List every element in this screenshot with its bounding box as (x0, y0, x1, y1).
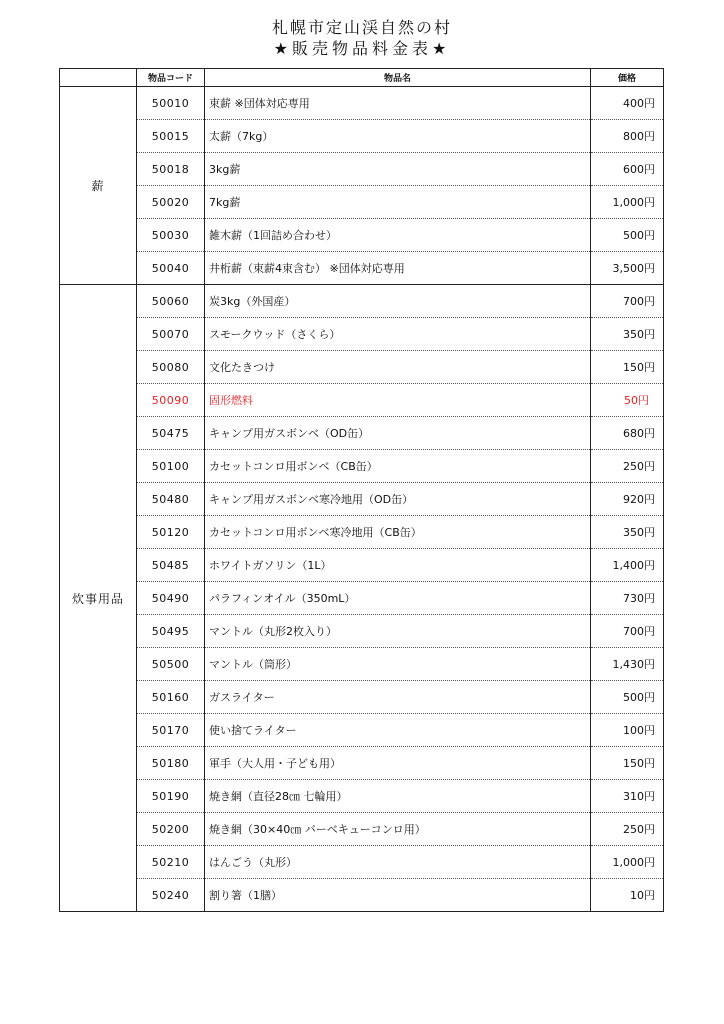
item-name-cell: 井桁薪（束薪4束含む） ※団体対応専用 (205, 252, 591, 285)
item-name-cell: 焼き網（30×40㎝ バーベキューコンロ用） (205, 813, 591, 846)
item-name-cell: はんごう（丸形） (205, 846, 591, 879)
table-row (60, 318, 664, 351)
category-cell: 薪 (60, 87, 137, 285)
table-row (60, 120, 664, 153)
table-row (60, 285, 664, 318)
category-cell: 炊事用品 (60, 285, 137, 912)
item-name-cell: 焼き網（直径28㎝ 七輪用） (205, 780, 591, 813)
item-code-cell: 50490 (137, 582, 205, 615)
item-price-cell: 680円 (591, 417, 664, 450)
page-title: ★販売物品料金表★ (273, 39, 451, 58)
item-name-cell: 軍手（大人用・子ども用） (205, 747, 591, 780)
item-price-cell: 1,000円 (591, 186, 664, 219)
item-price-cell: 400円 (591, 87, 664, 120)
item-price-cell: 150円 (591, 351, 664, 384)
item-price-cell: 310円 (591, 780, 664, 813)
item-price-cell: 3,500円 (591, 252, 664, 285)
item-name-cell: 使い捨てライター (205, 714, 591, 747)
item-code-cell: 50485 (137, 549, 205, 582)
item-code-cell: 50180 (137, 747, 205, 780)
item-name-cell: 割り箸（1膳） (205, 879, 591, 912)
item-name-cell: ガスライター (205, 681, 591, 714)
item-name-cell: 太薪（7kg） (205, 120, 591, 153)
code-column-header: 物品コード (137, 69, 205, 87)
table-row (60, 681, 664, 714)
item-price-cell: 800円 (591, 120, 664, 153)
item-code-cell: 50480 (137, 483, 205, 516)
table-row (60, 648, 664, 681)
item-name-cell: パラフィンオイル（350mL） (205, 582, 591, 615)
item-price-cell: 350円 (591, 318, 664, 351)
item-code-cell: 50030 (137, 219, 205, 252)
item-price-cell: 600円 (591, 153, 664, 186)
item-name-cell: スモークウッド（さくら） (205, 318, 591, 351)
item-code-cell: 50018 (137, 153, 205, 186)
item-name-cell: 固形燃料 (205, 384, 591, 417)
item-name-cell: 3kg薪 (205, 153, 591, 186)
item-price-cell: 500円 (591, 681, 664, 714)
item-code-cell: 50090 (137, 384, 205, 417)
table-row (60, 87, 664, 120)
item-code-cell: 50160 (137, 681, 205, 714)
item-price-cell: 920円 (591, 483, 664, 516)
item-price-cell: 100円 (591, 714, 664, 747)
item-name-cell: カセットコンロ用ボンベ（CB缶） (205, 450, 591, 483)
item-price-cell: 730円 (591, 582, 664, 615)
table-row (60, 417, 664, 450)
item-code-cell: 50010 (137, 87, 205, 120)
table-row (60, 846, 664, 879)
table-row (60, 747, 664, 780)
item-code-cell: 50200 (137, 813, 205, 846)
item-price-cell: 10円 (591, 879, 664, 912)
item-name-cell: 雑木薪（1回詰め合わせ） (205, 219, 591, 252)
item-price-cell: 1,430円 (591, 648, 664, 681)
price-column-header: 価格 (591, 69, 664, 87)
category-column-header (60, 69, 137, 87)
table-row (60, 780, 664, 813)
item-code-cell: 50210 (137, 846, 205, 879)
item-name-cell: マントル（筒形） (205, 648, 591, 681)
item-code-cell: 50240 (137, 879, 205, 912)
item-code-cell: 50495 (137, 615, 205, 648)
table-row (60, 153, 664, 186)
item-code-cell: 50120 (137, 516, 205, 549)
table-row (60, 483, 664, 516)
table-row (60, 516, 664, 549)
item-code-cell: 50080 (137, 351, 205, 384)
item-price-cell: 700円 (591, 285, 664, 318)
item-code-cell: 50475 (137, 417, 205, 450)
table-row (60, 186, 664, 219)
table-row (60, 813, 664, 846)
item-name-cell: キャンプ用ガスボンベ（OD缶） (205, 417, 591, 450)
item-code-cell: 50100 (137, 450, 205, 483)
table-row (60, 615, 664, 648)
item-code-cell: 50070 (137, 318, 205, 351)
table-row (60, 219, 664, 252)
table-row (60, 252, 664, 285)
item-code-cell: 50020 (137, 186, 205, 219)
table-row (60, 384, 664, 417)
document-header (0, 18, 724, 60)
item-price-cell: 50円 (591, 384, 664, 417)
item-price-cell: 1,000円 (591, 846, 664, 879)
item-price-cell: 350円 (591, 516, 664, 549)
table-header-row (60, 69, 664, 87)
item-code-cell: 50015 (137, 120, 205, 153)
item-name-cell: マントル（丸形2枚入り） (205, 615, 591, 648)
table-row (60, 450, 664, 483)
price-table-body (60, 87, 664, 912)
table-row (60, 582, 664, 615)
item-code-cell: 50500 (137, 648, 205, 681)
item-name-cell: キャンプ用ガスボンベ寒冷地用（OD缶） (205, 483, 591, 516)
item-name-cell: 炭3kg（外国産） (205, 285, 591, 318)
item-name-cell: 文化たきつけ (205, 351, 591, 384)
item-code-cell: 50170 (137, 714, 205, 747)
item-price-cell: 500円 (591, 219, 664, 252)
item-price-cell: 250円 (591, 450, 664, 483)
table-row (60, 351, 664, 384)
item-price-cell: 1,400円 (591, 549, 664, 582)
facility-name: 札幌市定山渓自然の村 (271, 18, 452, 37)
item-name-cell: 束薪 ※団体対応専用 (205, 87, 591, 120)
name-column-header: 物品名 (205, 69, 591, 87)
item-code-cell: 50060 (137, 285, 205, 318)
item-code-cell: 50040 (137, 252, 205, 285)
item-name-cell: 7kg薪 (205, 186, 591, 219)
item-code-cell: 50190 (137, 780, 205, 813)
price-table (59, 68, 664, 912)
table-row (60, 714, 664, 747)
item-price-cell: 250円 (591, 813, 664, 846)
item-name-cell: カセットコンロ用ボンベ寒冷地用（CB缶） (205, 516, 591, 549)
item-name-cell: ホワイトガソリン（1L） (205, 549, 591, 582)
table-row (60, 879, 664, 912)
table-row (60, 549, 664, 582)
item-price-cell: 700円 (591, 615, 664, 648)
item-price-cell: 150円 (591, 747, 664, 780)
